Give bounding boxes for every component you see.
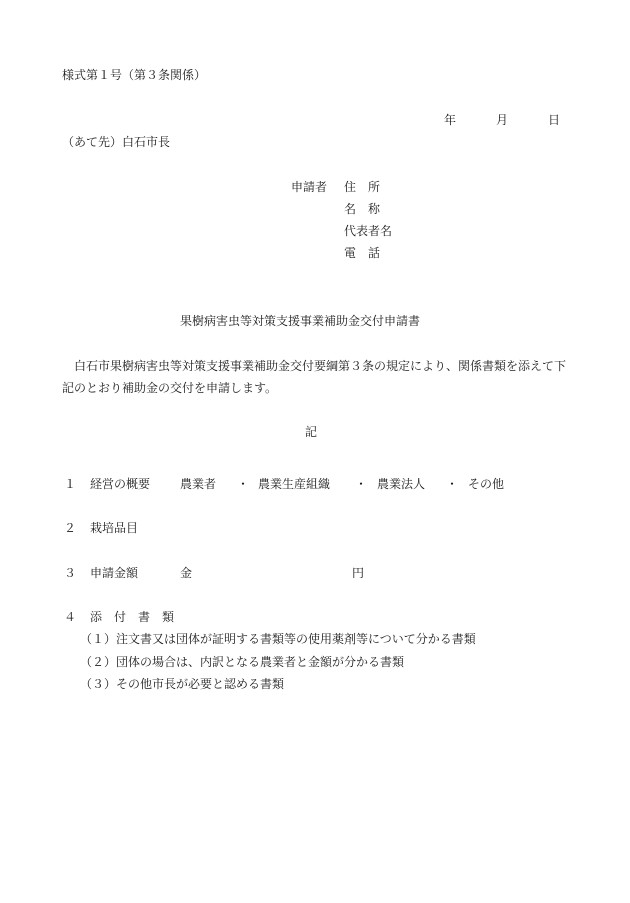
item4-label: 添 付 書 類 [90,610,175,624]
option-separator: ・ [446,477,459,491]
applicant-name-label: 名 称 [344,202,381,216]
attachment-item-1: （１）注文書又は団体が証明する書類等の使用薬剤等について分かる書類 [80,632,476,646]
item1-label: 経営の概要 [90,477,151,491]
item1-number: １ [64,477,77,491]
body-paragraph: 白石市果樹病害虫等対策支援事業補助金交付要綱第３条の規定により、関係書類を添えて下記のとおり補助金の交付を申請します。 [62,359,567,395]
amount-prefix: 金 [180,566,193,580]
option-separator: ・ [237,477,250,491]
attachment-item-2: （２）団体の場合は、内訳となる農業者と金額が分かる書類 [80,655,405,669]
applicant-address-label: 住 所 [344,180,381,194]
item2-number: ２ [64,521,77,535]
option-farm-organization: 農業生産組織 [258,477,331,491]
date-day-label: 日 [548,113,561,127]
option-farmer: 農業者 [180,477,217,491]
amount-unit: 円 [352,566,365,580]
date-month-label: 月 [496,113,509,127]
item4-number: ４ [64,610,77,624]
item2-label: 栽培品目 [90,521,139,535]
applicant-representative-label: 代表者名 [344,224,393,238]
document-title: 果樹病害虫等対策支援事業補助金交付申請書 [180,314,421,328]
item3-number: ３ [64,566,77,580]
form-number: 様式第１号（第３条関係） [62,68,207,82]
item3-label: 申請金額 [90,566,139,580]
applicant-label: 申請者 [291,180,328,194]
option-separator: ・ [355,477,368,491]
addressee: （あて先）白石市長 [62,135,171,149]
option-agricultural-corporation: 農業法人 [377,477,426,491]
attachment-item-3: （３）その他市長が必要と認める書類 [80,677,285,691]
applicant-phone-label: 電 話 [344,246,381,260]
date-year-label: 年 [444,113,457,127]
ki-heading: 記 [305,425,318,439]
option-other: その他 [468,477,505,491]
